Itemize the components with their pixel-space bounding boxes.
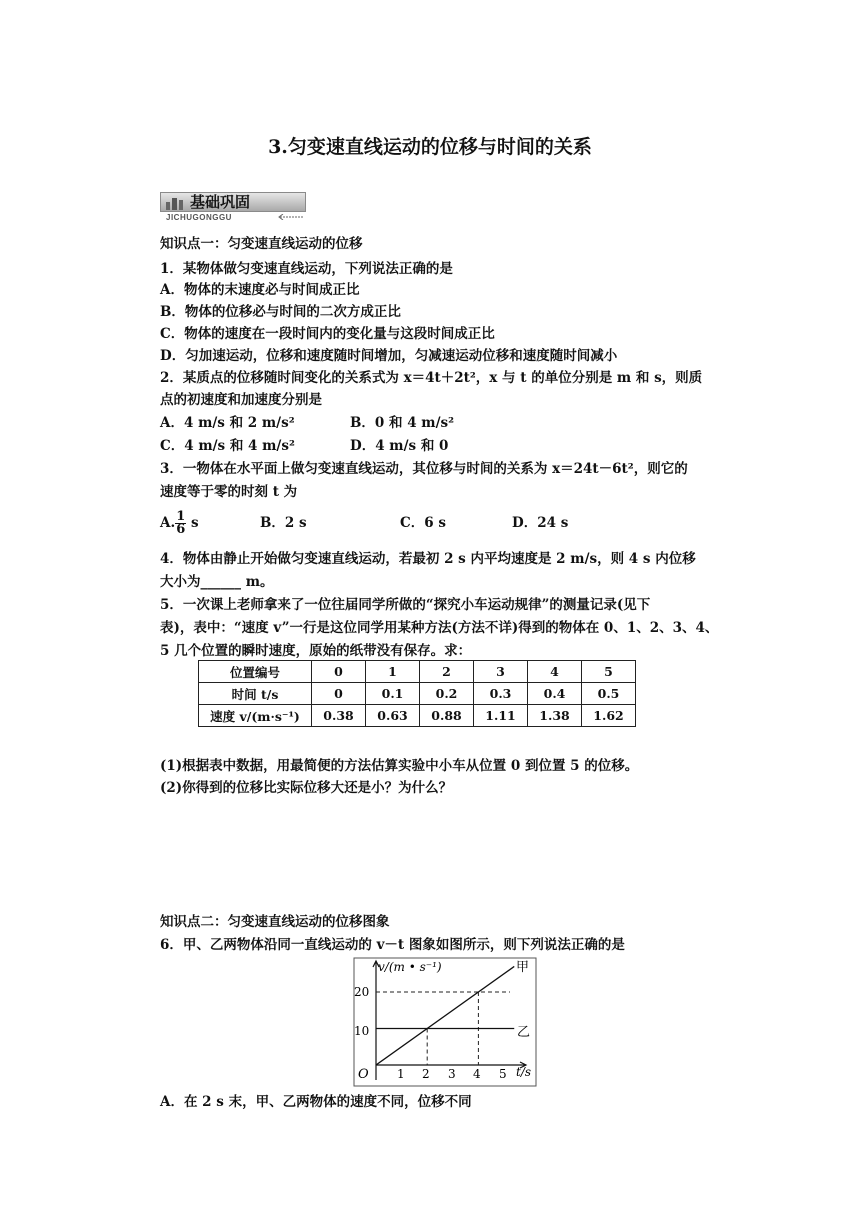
badge-subtitle: JICHUGONGGU [166,213,232,222]
y-tick-label: 10 [354,1024,370,1038]
table-cell: 0.1 [366,683,420,705]
option-text: D．4 m/s 和 0 [350,438,449,454]
table-cell: 1.11 [474,705,528,727]
question-text: 5 几个位置的瞬时速度，原始的纸带没有保存。求： [160,643,472,659]
badge-title: 基础巩固 [190,193,251,211]
x-tick-label: 5 [499,1067,507,1081]
x-axis-label: t/s [516,1065,532,1079]
building-icon [164,194,186,210]
table-cell: 1.62 [582,705,636,727]
question-6: 6．甲、乙两物体沿同一直线运动的 v－t 图象如图所示，则下列说法正确的是 [160,937,625,953]
option-unit: s [190,515,199,531]
table-row [199,705,636,727]
question-5: 5．一次课上老师拿来了一位往届同学所做的“探究小车运动规律”的测量记录(见下 [160,597,651,613]
table-row [199,661,636,683]
data-table [198,660,636,727]
subquestion-1: (1)根据表中数据，用最简便的方法估算实验中小车从位置 0 到位置 5 的位移。 [160,758,639,774]
question-text: 表)，表中：“速度 v”一行是这位同学用某种方法(方法不详)得到的物体在 0、1、2、3、4、 [160,620,719,636]
option-text: B．物体的位移必与时间的二次方成正比 [160,304,401,320]
x-tick-label: 1 [397,1067,405,1081]
fraction [175,511,186,536]
table-cell: 0.38 [312,705,366,727]
option-text: A．物体的末速度必与时间成正比 [160,282,360,298]
vt-graph [350,956,540,1090]
section-heading-1: 知识点一：匀变速直线运动的位移 [160,236,363,252]
option-text: C．4 m/s 和 4 m/s² [160,438,295,454]
table-row [199,683,636,705]
series-yi-label: 乙 [517,1025,531,1040]
series-jia-label: 甲 [516,960,530,975]
option-label: A. [160,515,176,531]
table-cell: 5 [582,661,636,683]
question-text: 点的初速度和加速度分别是 [160,392,322,408]
table-cell: 0.63 [366,705,420,727]
table-cell: 时间 t/s [199,683,312,705]
question-2: 2．某质点的位移随时间变化的关系式为 x＝4t＋2t²，x 与 t 的单位分别是 m 和 s，则质 [160,370,703,386]
page-title: 3.匀变速直线运动的位移与时间的关系 [268,136,592,158]
y-tick-label: 20 [354,985,370,999]
table-cell: 速度 v/(m·s⁻¹) [199,705,312,727]
option-text: D．24 s [512,515,569,531]
series-jia-line [376,966,514,1065]
x-tick-label: 3 [448,1067,456,1081]
fraction-denominator: 6 [176,522,186,537]
table-cell: 0.5 [582,683,636,705]
section-badge [160,192,306,222]
question-4: 4．物体由静止开始做匀变速直线运动，若最初 2 s 内平均速度是 2 m/s，则 4 s 内位移 [160,551,696,567]
x-tick-label: 4 [473,1067,481,1081]
y-axis-label: v/(m • s⁻¹) [378,960,442,974]
table-cell: 0.4 [528,683,582,705]
option-text: B．0 和 4 m/s² [350,415,455,431]
option-text: A．在 2 s 末，甲、乙两物体的速度不同，位移不同 [160,1094,472,1110]
table-cell: 4 [528,661,582,683]
graph-frame [354,958,536,1086]
question-1: 1．某物体做匀变速直线运动，下列说法正确的是 [160,261,453,277]
section-heading-2: 知识点二：匀变速直线运动的位移图象 [160,914,390,930]
question-3: 3．一物体在水平面上做匀变速直线运动，其位移与时间的关系为 x＝24t－6t²，则它的 [160,461,688,477]
table-cell: 3 [474,661,528,683]
option-text: C．6 s [400,515,446,531]
table-cell: 位置编号 [199,661,312,683]
table-cell: 0.88 [420,705,474,727]
table-cell: 1 [366,661,420,683]
table-cell: 1.38 [528,705,582,727]
arrow-left-icon [278,214,304,220]
table-cell: 2 [420,661,474,683]
subquestion-2: (2)你得到的位移比实际位移大还是小？为什么？ [160,780,453,796]
fraction-numerator: 1 [176,509,186,524]
table-cell: 0 [312,683,366,705]
table-cell: 0.2 [420,683,474,705]
option-text: B．2 s [260,515,307,531]
question-text: 速度等于零的时刻 t 为 [160,484,298,500]
origin-label: O [358,1067,369,1082]
option-a-fraction [160,508,199,538]
x-tick-label: 2 [422,1067,430,1081]
option-text: C．物体的速度在一段时间内的变化量与这段时间成正比 [160,326,495,342]
option-text: D．匀加速运动，位移和速度随时间增加，匀减速运动位移和速度随时间减小 [160,348,618,364]
table-cell: 0.3 [474,683,528,705]
question-text: 大小为______ m。 [160,574,274,590]
table-cell: 0 [312,661,366,683]
option-text: A．4 m/s 和 2 m/s² [160,415,295,431]
